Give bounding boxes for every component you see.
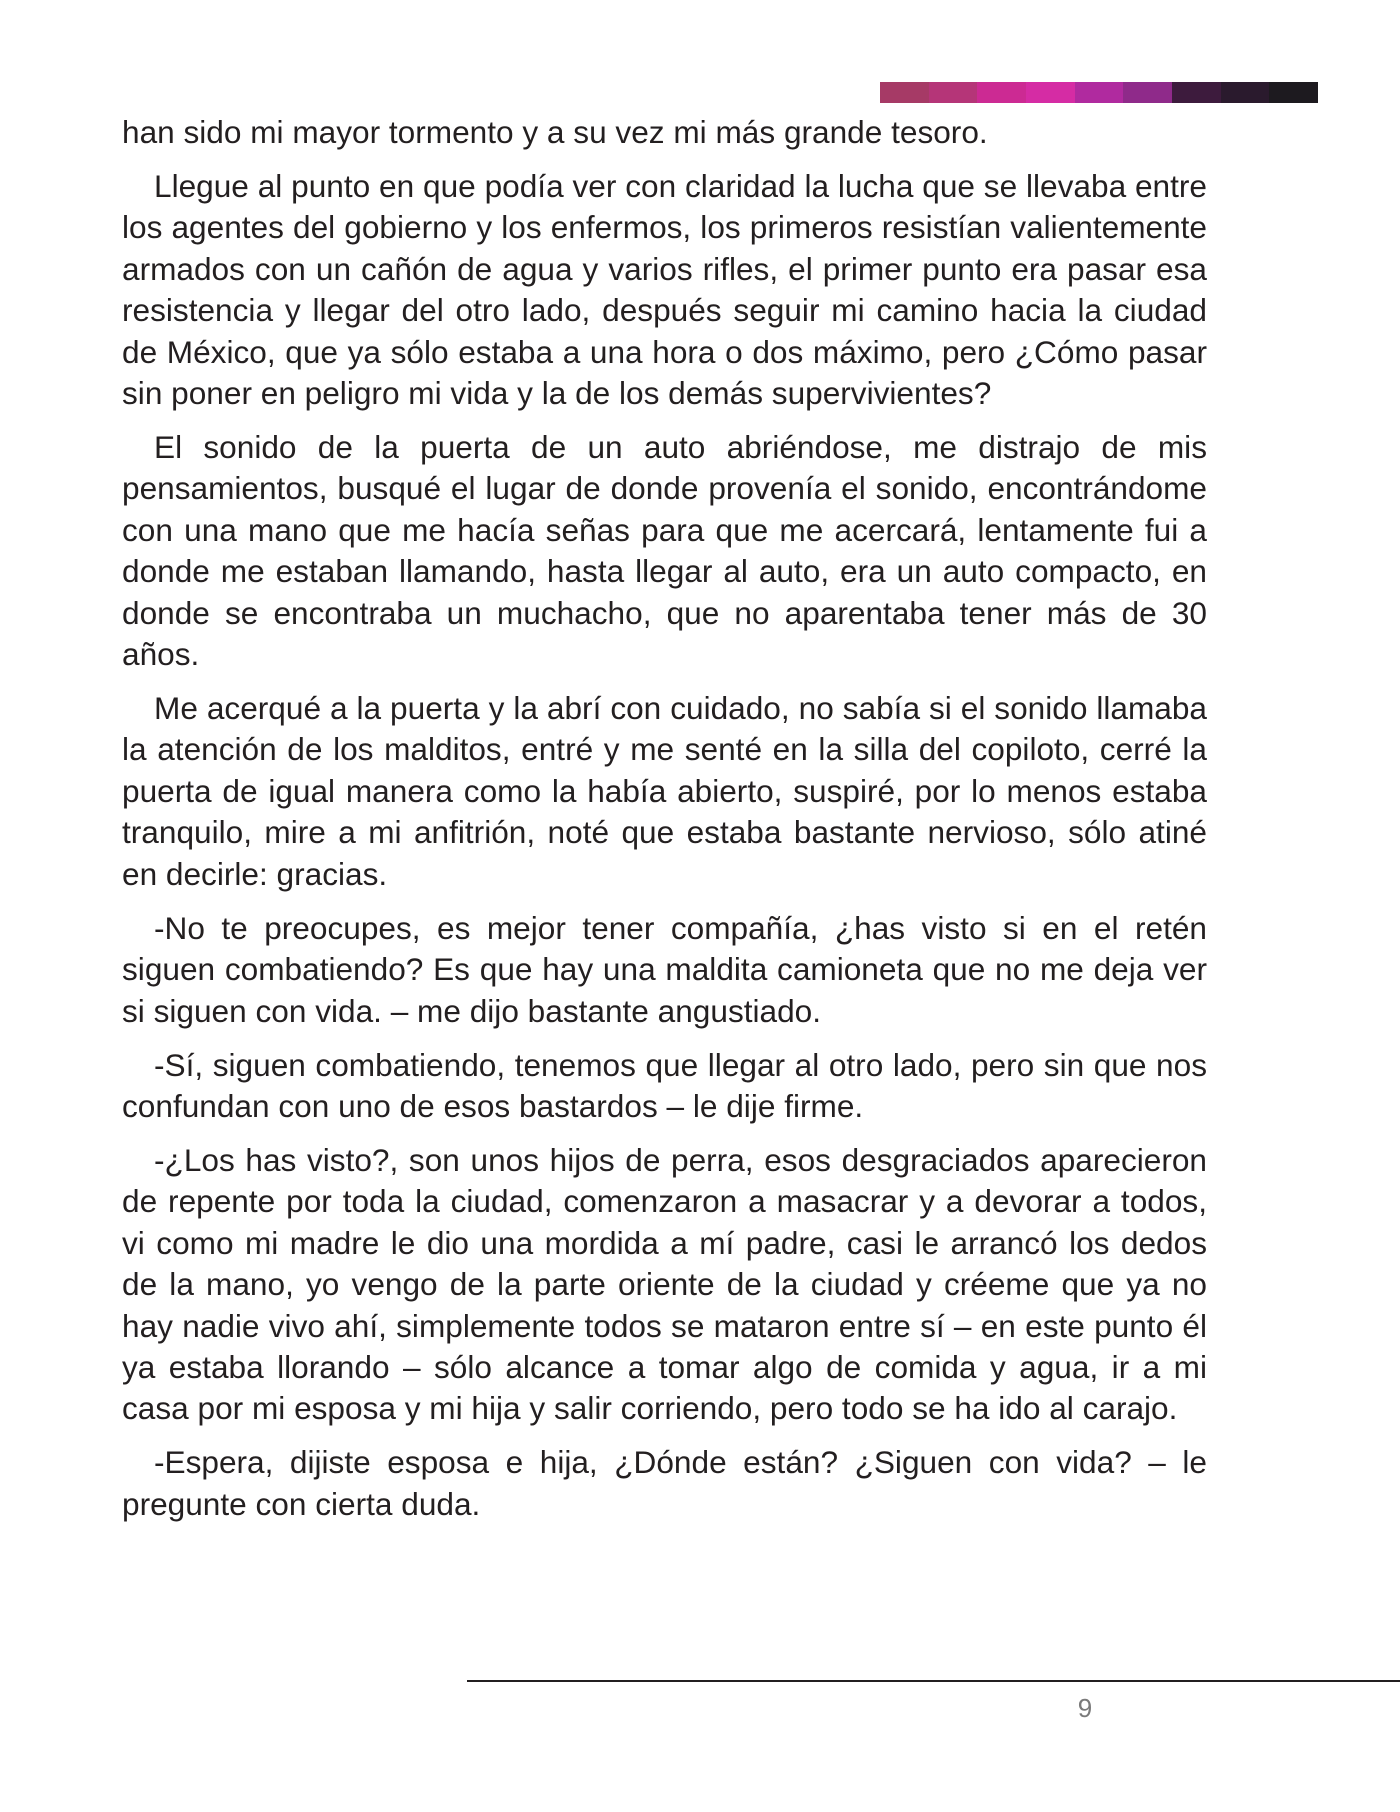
- color-bar-segment: [977, 82, 1026, 103]
- color-bar-segment: [1026, 82, 1075, 103]
- paragraph: -Espera, dijiste esposa e hija, ¿Dónde están? ¿Siguen con vida? – le pregunte con cierta duda.: [122, 1444, 1207, 1522]
- page-number: 9: [1077, 1693, 1093, 1723]
- header-color-bar: [880, 82, 1318, 103]
- color-bar-segment: [1269, 82, 1318, 103]
- paragraph: -¿Los has visto?, son unos hijos de perra, esos desgraciados aparecieron de repente por toda la ciudad, comenzaron a masacrar y a devorar a todos, vi como mi madre le dio una mordida a mí padre, casi le arrancó los dedos de la mano, yo vengo de la parte oriente de la ciudad y créeme que ya no hay nadie vivo ahí, simplemente todos se mataron entre sí – en este punto él ya estaba llorando – sólo alcance a tomar algo de comida y agua, ir a mi casa por mi esposa y mi hija y salir corriendo, pero todo se ha ido al carajo.: [122, 1141, 1207, 1427]
- paragraph: -Sí, siguen combatiendo, tenemos que llegar al otro lado, pero sin que nos confundan con uno de esos bastardos – le dije firme.: [122, 1046, 1207, 1124]
- paragraph: han sido mi mayor tormento y a su vez mi más grande tesoro.: [122, 114, 988, 150]
- paragraph: -No te preocupes, es mejor tener compañía, ¿has visto si en el retén siguen combatiendo? Es que hay una maldita camioneta que no me deja ver si siguen con vida. – me dijo bastante angustiado.: [122, 909, 1207, 1029]
- color-bar-segment: [1172, 82, 1221, 103]
- paragraph: Llegue al punto en que podía ver con claridad la lucha que se llevaba entre los agentes del gobierno y los enfermos, los primeros resistían valientemente armados con un cañón de agua y varios rifles, el primer punto era pasar esa resistencia y llegar del otro lado, después seguir mi camino hacia la ciudad de México, que ya sólo estaba a una hora o dos máximo, pero ¿Cómo pasar sin poner en peligro mi vida y la de los demás supervivientes?: [122, 168, 1207, 412]
- color-bar-segment: [1221, 82, 1270, 103]
- footer-rule: [467, 1680, 1400, 1682]
- color-bar-segment: [1075, 82, 1124, 103]
- body-text: [122, 112, 1207, 1538]
- color-bar-segment: [1123, 82, 1172, 103]
- color-bar-segment: [880, 82, 929, 103]
- paragraph: El sonido de la puerta de un auto abriéndose, me distrajo de mis pensamientos, busqué el lugar de donde provenía el sonido, encontrándome con una mano que me hacía señas para que me acercará, lentamente fui a donde me estaban llamando, hasta llegar al auto, era un auto compacto, en donde se encontraba un muchacho, que no aparentaba tener más de 30 años.: [122, 429, 1207, 673]
- color-bar-segment: [929, 82, 978, 103]
- paragraph: Me acerqué a la puerta y la abrí con cuidado, no sabía si el sonido llamaba la atención de los malditos, entré y me senté en la silla del copiloto, cerré la puerta de igual manera como la había abierto, suspiré, por lo menos estaba tranquilo, mire a mi anfitrión, noté que estaba bastante nervioso, sólo atiné en decirle: gracias.: [122, 690, 1207, 892]
